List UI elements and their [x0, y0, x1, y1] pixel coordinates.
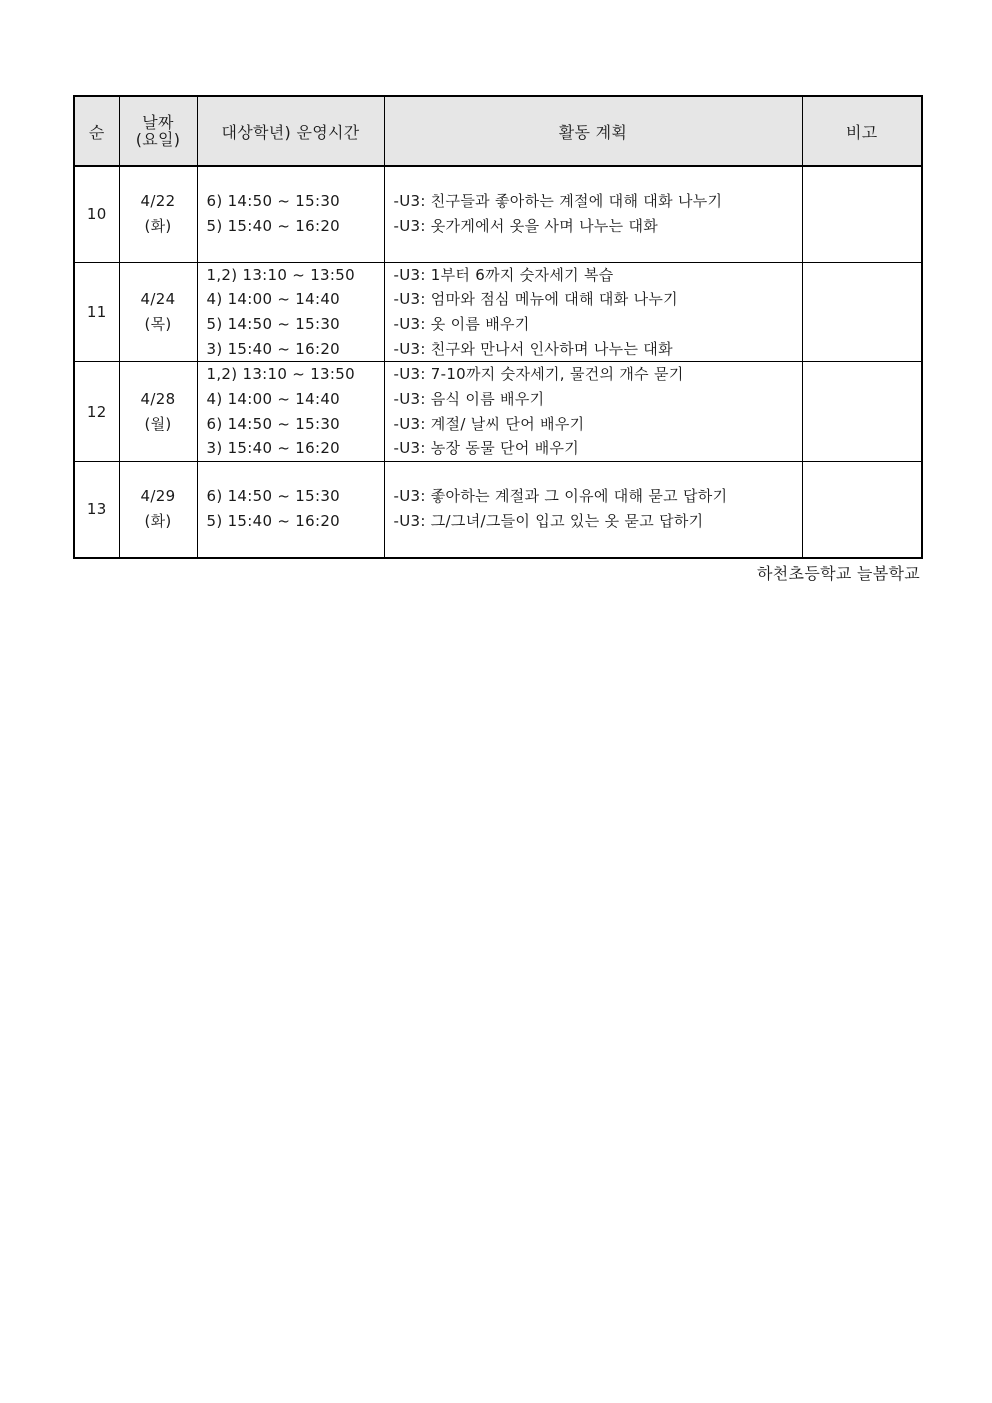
- time-slot: 5) 15:40 ~ 16:20: [206, 217, 341, 236]
- row-day: (목): [144, 314, 172, 333]
- time-slot: 3) 15:40 ~ 16:20: [206, 339, 341, 358]
- time-slot: 4) 14:00 ~ 14:40: [206, 390, 341, 409]
- plan-item: -U3: 음식 이름 배우기: [393, 390, 545, 409]
- header-row: [74, 96, 922, 166]
- plan-item: -U3: 좋아하는 계절과 그 이유에 대해 묻고 답하기: [393, 487, 728, 506]
- table-row: [74, 462, 922, 558]
- row-plans: [384, 262, 802, 362]
- plan-item: -U3: 그/그녀/그들이 입고 있는 옷 묻고 답하기: [393, 512, 704, 531]
- row-date: [119, 262, 197, 362]
- time-slot: 6) 14:50 ~ 15:30: [206, 414, 341, 433]
- row-times: [197, 262, 384, 362]
- header-date-line2: (요일): [135, 130, 181, 149]
- row-note: [802, 362, 922, 462]
- row-date-value: 4/28: [140, 389, 176, 408]
- school-name: 하천초등학교 늘봄학교: [757, 564, 920, 583]
- row-date: [119, 462, 197, 558]
- time-slot: 3) 15:40 ~ 16:20: [206, 439, 341, 458]
- row-date: [119, 362, 197, 462]
- plan-item: -U3: 옷가게에서 옷을 사며 나누는 대화: [393, 217, 659, 236]
- row-times: [197, 166, 384, 262]
- row-day: (화): [144, 512, 172, 531]
- header-time: 대상학년) 운영시간: [197, 96, 384, 166]
- plan-item: -U3: 친구들과 좋아하는 계절에 대해 대화 나누기: [393, 192, 723, 211]
- plan-item: -U3: 농장 동물 단어 배우기: [393, 439, 580, 458]
- row-times: [197, 462, 384, 558]
- row-plans: [384, 166, 802, 262]
- row-num: 13: [74, 462, 119, 558]
- row-note: [802, 166, 922, 262]
- header-date-line1: 날짜: [142, 113, 174, 132]
- schedule-table: [73, 95, 923, 559]
- plan-item: -U3: 친구와 만나서 인사하며 나누는 대화: [393, 339, 673, 358]
- row-times: [197, 362, 384, 462]
- plan-item: -U3: 계절/ 날씨 단어 배우기: [393, 414, 585, 433]
- row-day: (화): [144, 217, 172, 236]
- row-date: [119, 166, 197, 262]
- time-slot: 1,2) 13:10 ~ 13:50: [206, 265, 355, 284]
- time-slot: 6) 14:50 ~ 15:30: [206, 487, 341, 506]
- row-plans: [384, 362, 802, 462]
- plan-item: -U3: 옷 이름 배우기: [393, 314, 530, 333]
- table-row: [74, 262, 922, 362]
- row-plans: [384, 462, 802, 558]
- time-slot: 6) 14:50 ~ 15:30: [206, 192, 341, 211]
- row-note: [802, 462, 922, 558]
- table-row: [74, 166, 922, 262]
- row-num: 12: [74, 362, 119, 462]
- plan-item: -U3: 1부터 6까지 숫자세기 복습: [393, 265, 614, 284]
- time-slot: 5) 15:40 ~ 16:20: [206, 512, 341, 531]
- header-date: [119, 96, 197, 166]
- row-num: 11: [74, 262, 119, 362]
- plan-item: -U3: 엄마와 점심 메뉴에 대해 대화 나누기: [393, 290, 678, 309]
- row-date-value: 4/24: [140, 289, 176, 308]
- time-slot: 4) 14:00 ~ 14:40: [206, 290, 341, 309]
- row-num: 10: [74, 166, 119, 262]
- row-date-value: 4/22: [140, 192, 176, 211]
- time-slot: 5) 14:50 ~ 15:30: [206, 314, 341, 333]
- header-num: 순: [74, 96, 119, 166]
- table-row: [74, 362, 922, 462]
- header-note: 비고: [802, 96, 922, 166]
- plan-item: -U3: 7-10까지 숫자세기, 물건의 개수 묻기: [393, 365, 684, 384]
- row-note: [802, 262, 922, 362]
- time-slot: 1,2) 13:10 ~ 13:50: [206, 365, 355, 384]
- row-date-value: 4/29: [140, 487, 176, 506]
- row-day: (월): [144, 414, 172, 433]
- header-plan: 활동 계획: [384, 96, 802, 166]
